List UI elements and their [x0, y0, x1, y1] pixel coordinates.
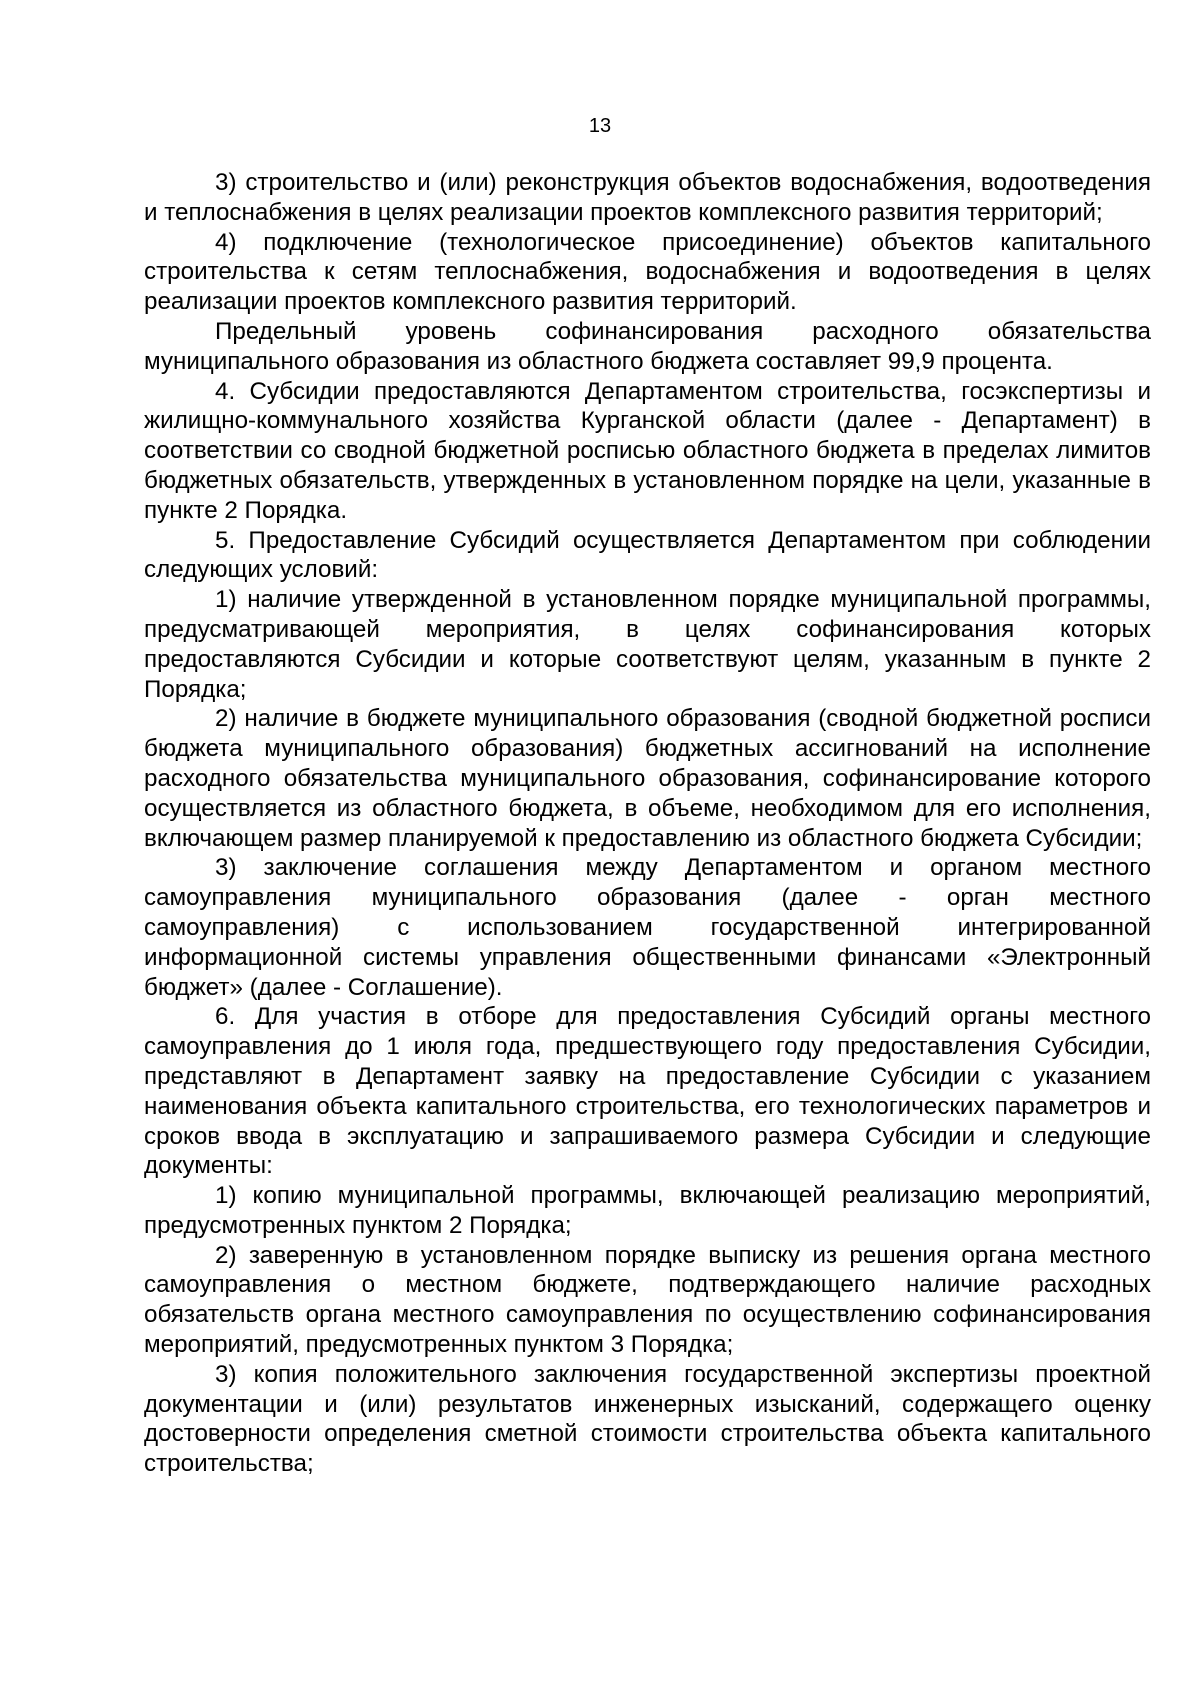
paragraph-document-2: 2) заверенную в установленном порядке выписку из решения органа местного самоуправления о местном бюджете, подтверждающего наличие расходных обязательств органа местного самоуправления по осуществлению софинансирования мероприятий, предусмотренных пунктом 3 Порядка; [144, 1241, 1151, 1359]
page-number: 13 [588, 115, 612, 137]
paragraph-document-3: 3) копия положительного заключения государственной экспертизы проектной документации и (или) результатов инженерных изысканий, содержащего оценку достоверности определения сметной стоимости строительства объекта капитального строительства; [144, 1360, 1151, 1478]
paragraph-section-6: 6. Для участия в отборе для предоставления Субсидий органы местного самоуправления до 1 июля года, предшествующего году предоставления Субсидии, представляют в Департамент заявку на предоставление Субсидии с указанием наименования объекта капитального строительства, его технологических параметров и сроков ввода в эксплуатацию и запрашиваемого размера Субсидии и следующие документы: [144, 1003, 1151, 1180]
paragraph-condition-2: 2) наличие в бюджете муниципального образования (сводной бюджетной росписи бюджета муниципального образования) бюджетных ассигнований на исполнение расходного обязательства муниципального образования, софинансирование которого осуществляется из областного бюджета, в объеме, необходимом для его исполнения, включающем размер планируемой к предоставлению из областного бюджета Субсидии; [144, 705, 1151, 852]
paragraph-section-5: 5. Предоставление Субсидий осуществляется Департаментом при соблюдении следующих условий: [144, 526, 1151, 584]
document-body [144, 168, 1151, 1479]
paragraph-clause-4-connection: 4) подключение (технологическое присоединение) объектов капитального строительства к сетям теплоснабжения, водоснабжения и водоотведения в целях реализации проектов комплексного развития территорий. [144, 228, 1151, 316]
paragraph-section-4: 4. Субсидии предоставляются Департаментом строительства, госэкспертизы и жилищно-коммунального хозяйства Курганской области (далее - Департамент) в соответствии со сводной бюджетной росписью областного бюджета в пределах лимитов бюджетных обязательств, утвержденных в установленном порядке на цели, указанные в пункте 2 Порядка. [144, 377, 1151, 524]
paragraph-clause-3-construction: 3) строительство и (или) реконструкция объектов водоснабжения, водоотведения и теплоснабжения в целях реализации проектов комплексного развития территорий; [144, 169, 1151, 226]
paragraph-condition-1: 1) наличие утвержденной в установленном порядке муниципальной программы, предусматривающей мероприятия, в целях софинансирования которых предоставляются Субсидии и которые соответствуют целям, указанным в пункте 2 Порядка; [144, 586, 1151, 703]
paragraph-cofinancing-limit: Предельный уровень софинансирования расходного обязательства муниципального образования из областного бюджета составляет 99,9 процента. [144, 317, 1151, 375]
paragraph-document-1: 1) копию муниципальной программы, включающей реализацию мероприятий, предусмотренных пунктом 2 Порядка; [144, 1182, 1151, 1239]
paragraph-condition-3: 3) заключение соглашения между Департаментом и органом местного самоуправления муниципального образования (далее - орган местного самоуправления) с использованием государственной интегрированной информационной системы управления общественными финансами «Электронный бюджет» (далее - Соглашение). [144, 854, 1151, 1001]
